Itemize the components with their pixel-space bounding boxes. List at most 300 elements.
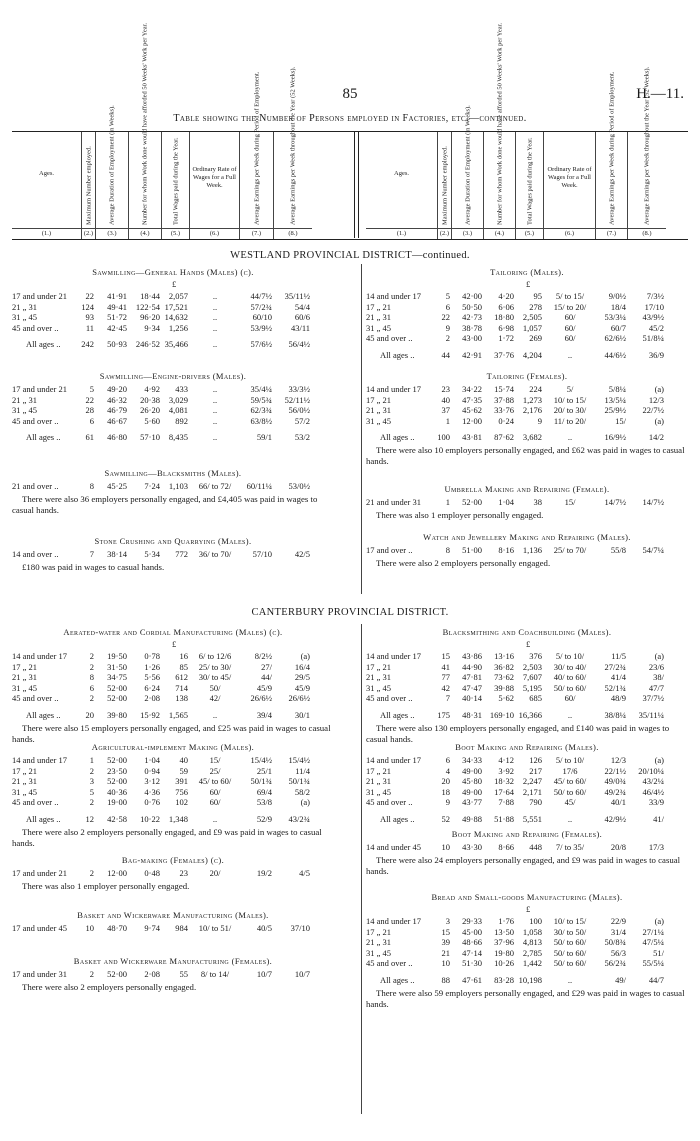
- table-cell: 1,057: [522, 322, 542, 333]
- table-cell: 9·34: [144, 322, 160, 333]
- table-cell: 47/7: [648, 682, 664, 693]
- table-cell: 15·92: [140, 710, 160, 720]
- column-number: (2.): [83, 230, 94, 237]
- table-cell: 3: [89, 776, 94, 787]
- table-cell: 1,565: [168, 710, 188, 720]
- table-cell: 59/5¾: [250, 394, 272, 405]
- table-cell: 31 „ 45: [366, 415, 392, 426]
- table-cell: 1,103: [168, 481, 188, 491]
- section-note: There were also 36 employers personally engaged, and £4,405 was paid in wages to casual hands.: [12, 493, 318, 515]
- table-cell: 9: [445, 797, 450, 808]
- table-cell: All ages ..: [380, 710, 415, 720]
- section-title: Watch and Jewellery Making and Repairing (Males).: [423, 532, 631, 542]
- table-cell: 31 „ 45: [366, 786, 392, 797]
- table-cell: 20·38: [140, 394, 160, 405]
- table-cell: 3,682: [522, 432, 542, 443]
- table-cell: 0·94: [144, 765, 160, 776]
- currency-marker: £: [526, 279, 531, 289]
- table-cell: 2,785: [522, 947, 542, 958]
- table-cell: 1,442: [522, 958, 542, 969]
- table-cell: 46·32: [107, 394, 127, 405]
- table-cell: All ages ..: [26, 710, 61, 720]
- table-cell: 21 „ 31: [366, 312, 392, 323]
- table-cell: 52: [441, 814, 450, 824]
- column-header-cell: [596, 71, 628, 239]
- table-cell: 26/6½: [250, 693, 272, 704]
- table-cell: 50/ to 60/: [553, 682, 587, 693]
- table-cell: ..: [212, 384, 218, 394]
- table-cell: 38/8¼: [604, 710, 626, 720]
- table-cell: 50/ to 60/: [553, 786, 587, 797]
- table-row: [366, 497, 688, 508]
- table-cell: 2,176: [522, 405, 542, 416]
- column-number: (4.): [129, 228, 161, 237]
- table-cell: 5: [89, 786, 94, 797]
- table-row: [12, 549, 334, 560]
- table-row: [366, 312, 688, 323]
- table-cell: 51·30: [462, 958, 482, 969]
- table-cell: 22: [85, 291, 94, 301]
- table-cell: 25/ to 30/: [198, 661, 232, 672]
- column-header-cell: [544, 132, 596, 239]
- table-cell: 1,348: [168, 814, 188, 824]
- table-cell: 10/7: [294, 969, 310, 979]
- table-cell: 49·20: [107, 384, 127, 394]
- table-cell: 22/7½: [642, 405, 664, 416]
- table-cell: 45/ to 60/: [553, 776, 587, 787]
- table-cell: 51·00: [462, 545, 482, 555]
- table-cell: (a): [654, 755, 664, 765]
- table-row: [366, 755, 688, 766]
- table-cell: 15/: [209, 755, 221, 765]
- table-cell: 40·36: [107, 786, 127, 797]
- table-cell: 44·90: [462, 661, 482, 672]
- table-cell: 169·10: [489, 710, 514, 720]
- table-cell: 4/5: [299, 868, 310, 878]
- table-cell: All ages ..: [26, 432, 61, 443]
- table-total-row: [12, 432, 334, 443]
- column-header-cell: [129, 22, 162, 239]
- table-cell: 31 „ 45: [12, 786, 38, 797]
- table-cell: 45·80: [462, 776, 482, 787]
- table-cell: 27/2¾: [604, 661, 626, 672]
- column-header-label: Average Earnings per Week throughout the Year (52 Weeks).: [289, 66, 297, 225]
- table-cell: 30/ to 40/: [553, 661, 587, 672]
- table-cell: 16,366: [518, 710, 542, 720]
- page-reference: H.—11.: [636, 86, 684, 102]
- section-note: There were also 2 employers personally engaged.: [376, 557, 551, 568]
- table-cell: 2: [445, 333, 450, 344]
- table-cell: 138: [175, 693, 188, 704]
- table-row: [366, 384, 688, 395]
- table-cell: 23/6: [648, 661, 664, 672]
- column-number: (5.): [162, 228, 189, 237]
- column-header-label: Total Wages paid during the Year.: [526, 137, 533, 225]
- table-cell: 27/1¼: [642, 926, 664, 937]
- table-cell: 88: [441, 975, 450, 985]
- table-cell: 100: [529, 916, 542, 926]
- table-row: [366, 416, 688, 427]
- table-cell: 62/3¾: [250, 405, 272, 416]
- table-cell: 20/ to 30/: [553, 405, 587, 416]
- table-cell: 14 and under 17: [366, 916, 422, 926]
- table-cell: 29/5: [294, 672, 310, 683]
- table-cell: 42/: [209, 693, 221, 704]
- table-cell: 44: [441, 350, 450, 360]
- table-cell: 37/10: [290, 923, 310, 933]
- table-cell: 45 and over ..: [366, 333, 413, 344]
- table-cell: 53/8: [256, 797, 272, 808]
- table-cell: 14 and under 17: [366, 651, 422, 661]
- table-cell: 5: [445, 291, 450, 301]
- column-header-label: Maximum Number employed.: [441, 146, 448, 225]
- table-cell: 4·12: [498, 755, 514, 765]
- table-row: [12, 969, 334, 980]
- table-total-row: [366, 432, 688, 443]
- column-number: (1.): [366, 228, 437, 237]
- section-title: Stone Crushing and Quarrying (Males).: [94, 536, 252, 546]
- table-cell: 57·10: [140, 432, 160, 443]
- table-cell: 4·92: [144, 384, 160, 394]
- column-header-cell: [96, 105, 129, 239]
- table-cell: 18/4: [610, 301, 626, 312]
- table-cell: ..: [567, 710, 573, 720]
- table-cell: 50/8¾: [604, 937, 626, 948]
- table-cell: 12/3: [648, 394, 664, 405]
- table-cell: 19/2: [256, 868, 272, 878]
- table-cell: 20: [85, 710, 94, 720]
- table-cell: 21 and under 31: [366, 497, 422, 507]
- table-cell: 45/ to 60/: [198, 776, 232, 787]
- table-row: [12, 395, 334, 406]
- section-title: Aerated-water and Cordial Manufacturing (Males) (c).: [63, 627, 283, 637]
- table-cell: 242: [81, 339, 94, 350]
- table-cell: 1·04: [144, 755, 160, 765]
- table-cell: 31 „ 45: [12, 312, 38, 323]
- table-row: [366, 842, 688, 853]
- table-cell: 7: [445, 693, 450, 704]
- table-cell: 8: [89, 481, 94, 491]
- table-cell: 217: [529, 765, 542, 776]
- table-cell: 46·79: [107, 405, 127, 416]
- table-cell: 17 „ 21: [366, 394, 392, 405]
- table-cell: 2: [89, 797, 94, 808]
- table-cell: 1: [89, 755, 94, 765]
- table-cell: 34·33: [462, 755, 482, 765]
- table-cell: 13/5¼: [604, 394, 626, 405]
- table-cell: 63/8½: [250, 415, 272, 426]
- table-total-row: [366, 710, 688, 721]
- table-cell: 3,029: [168, 394, 188, 405]
- table-row: [12, 662, 334, 673]
- table-cell: All ages ..: [380, 432, 415, 443]
- section-title: Basket and Wickerware Manufacturing (Females).: [73, 956, 273, 966]
- table-cell: 612: [175, 672, 188, 683]
- table-cell: 42·45: [107, 322, 127, 333]
- table-cell: 5/8¼: [608, 384, 626, 394]
- table-cell: 37·96: [494, 937, 514, 948]
- table-cell: 7/3½: [646, 291, 664, 301]
- table-cell: 6: [89, 682, 94, 693]
- table-cell: 9: [445, 322, 450, 333]
- table-cell: 49·00: [462, 786, 482, 797]
- table-cell: 41·91: [107, 291, 127, 301]
- column-header-label: Total Wages paid during the Year.: [172, 137, 179, 225]
- table-cell: 5/ to 10/: [555, 755, 585, 765]
- column-divider: [361, 624, 362, 1114]
- table-cell: (a): [300, 651, 310, 661]
- table-cell: 8·16: [498, 545, 514, 555]
- column-header-cell: [190, 132, 240, 239]
- table-cell: 10/ to 51/: [198, 923, 232, 933]
- table-cell: 7: [89, 549, 94, 559]
- currency-marker: £: [172, 639, 177, 649]
- table-cell: 43/2¾: [288, 814, 310, 824]
- table-cell: 23·50: [107, 765, 127, 776]
- table-cell: 6·24: [144, 682, 160, 693]
- table-cell: 50/: [209, 682, 221, 693]
- table-cell: 7·88: [498, 797, 514, 808]
- table-cell: (a): [654, 384, 664, 394]
- table-cell: 60/: [209, 786, 221, 797]
- table-cell: 1·26: [144, 661, 160, 672]
- table-cell: (a): [300, 797, 310, 808]
- section-title: Umbrella Making and Repairing (Female).: [444, 484, 610, 494]
- table-cell: 42·73: [462, 312, 482, 323]
- table-row: [12, 693, 334, 704]
- table-cell: ..: [212, 415, 218, 426]
- column-number: (8.): [274, 228, 312, 237]
- table-cell: 41/: [653, 814, 664, 824]
- table-cell: 278: [529, 301, 542, 312]
- table-cell: 20/: [209, 868, 221, 878]
- table-cell: 69/4: [256, 786, 272, 797]
- table-cell: 31 „ 45: [12, 405, 38, 416]
- section-title: Tailoring (Males).: [490, 267, 564, 277]
- table-cell: 39/4: [256, 710, 272, 720]
- section-title: Sawmilling—General Hands (Males) (c).: [92, 267, 254, 277]
- table-row: [366, 787, 688, 798]
- table-cell: 17/3: [648, 842, 664, 852]
- table-cell: 756: [175, 786, 188, 797]
- table-cell: 2,505: [522, 312, 542, 323]
- table-row: [366, 662, 688, 673]
- table-cell: 56/4½: [288, 339, 310, 350]
- table-row: [366, 937, 688, 948]
- table-cell: 30/1: [294, 710, 310, 720]
- table-cell: 46·67: [107, 415, 127, 426]
- table-cell: 2·08: [144, 969, 160, 979]
- table-cell: 15/: [564, 497, 576, 507]
- table-cell: 1: [445, 415, 450, 426]
- table-cell: 60/11¼: [246, 481, 272, 491]
- table-cell: ..: [567, 432, 573, 443]
- column-header-label: Ordinary Rate of Wages for a Full Week.: [547, 166, 592, 189]
- table-row: [12, 651, 334, 662]
- table-cell: 22/1½: [604, 765, 626, 776]
- table-cell: ..: [212, 291, 218, 301]
- table-cell: ..: [567, 814, 573, 824]
- column-header-label: Ages.: [39, 170, 54, 177]
- table-row: [12, 416, 334, 427]
- table-cell: 45 and over ..: [12, 693, 59, 704]
- table-row: [12, 481, 334, 492]
- table-cell: 43/9½: [642, 312, 664, 323]
- column-header-label: Average Duration of Employment (in Weeks).: [108, 105, 116, 225]
- column-number: (6.): [190, 228, 239, 237]
- section-title: Agricultural-implement Making (Males).: [91, 742, 255, 752]
- table-cell: 60/: [564, 312, 576, 323]
- table-cell: 31 „ 45: [366, 682, 392, 693]
- table-cell: 28: [85, 405, 94, 416]
- table-cell: 39: [441, 937, 450, 948]
- table-cell: 17 and under 21: [12, 384, 68, 394]
- table-cell: 50·50: [462, 301, 482, 312]
- table-row: [12, 766, 334, 777]
- table-cell: 1: [445, 497, 450, 507]
- table-cell: 45 and over ..: [12, 797, 59, 808]
- table-cell: 8,435: [168, 432, 188, 443]
- table-cell: 15: [441, 651, 450, 661]
- table-cell: ..: [567, 975, 573, 985]
- table-row: [366, 395, 688, 406]
- column-header-cell: [484, 22, 516, 239]
- table-cell: 433: [175, 384, 188, 394]
- table-row: [366, 651, 688, 662]
- section-title: Blacksmithing and Coachbuilding (Males).: [442, 627, 612, 637]
- table-row: [366, 948, 688, 959]
- table-cell: 21 „ 31: [366, 405, 392, 416]
- table-cell: 4·36: [144, 786, 160, 797]
- column-header-cell: [516, 132, 544, 239]
- table-cell: (a): [654, 916, 664, 926]
- table-cell: 49·00: [462, 765, 482, 776]
- table-cell: 52·00: [107, 755, 127, 765]
- table-cell: 34·75: [107, 672, 127, 683]
- table-cell: 60/6: [294, 312, 310, 323]
- table-cell: 60/: [209, 797, 221, 808]
- table-cell: ..: [212, 710, 218, 720]
- column-number: (7.): [240, 228, 273, 237]
- table-cell: 33/9: [648, 797, 664, 808]
- column-header-label: Average Earnings per Week throughout the Year (52 Weeks).: [643, 66, 651, 225]
- table-cell: 30/ to 50/: [553, 926, 587, 937]
- table-cell: 5·56: [144, 672, 160, 683]
- table-cell: 0·78: [144, 651, 160, 661]
- table-cell: 246·52: [135, 339, 160, 350]
- table-row: [366, 776, 688, 787]
- table-cell: 19·80: [494, 947, 514, 958]
- district-heading-westland: WESTLAND PROVINCIAL DISTRICT—continued.: [230, 250, 470, 261]
- table-cell: 77: [441, 672, 450, 683]
- table-cell: 45 and over ..: [12, 322, 59, 333]
- table-row: [12, 672, 334, 683]
- table-cell: 10: [441, 958, 450, 969]
- table-cell: 17 „ 21: [12, 661, 38, 672]
- table-cell: 175: [437, 710, 450, 720]
- table-cell: 37: [441, 405, 450, 416]
- table-cell: 11/ to 20/: [553, 415, 587, 426]
- column-header-label: Maximum Number employed.: [85, 146, 92, 225]
- table-cell: 448: [529, 842, 542, 852]
- table-cell: 4: [445, 765, 450, 776]
- column-header-cell: [366, 132, 438, 239]
- table-cell: 17 „ 21: [366, 661, 392, 672]
- table-cell: 43/2¼: [642, 776, 664, 787]
- table-cell: 49/: [615, 975, 626, 985]
- table-cell: 8: [445, 545, 450, 555]
- table-cell: 45 and over ..: [366, 958, 413, 969]
- table-cell: 42: [441, 682, 450, 693]
- table-cell: 122·54: [135, 301, 160, 312]
- table-cell: 14/2: [648, 432, 664, 443]
- section-note: £180 was paid in wages to casual hands.: [22, 561, 165, 572]
- table-cell: 17 and over ..: [366, 545, 413, 555]
- table-cell: 3·12: [144, 776, 160, 787]
- table-cell: 14/7½: [642, 497, 664, 507]
- table-cell: 40/1: [610, 797, 626, 808]
- table-cell: 14 and under 45: [366, 842, 422, 852]
- table-cell: 39·88: [494, 682, 514, 693]
- table-cell: 1·72: [498, 333, 514, 344]
- table-cell: 45/2: [648, 322, 664, 333]
- table-cell: 53/9½: [250, 322, 272, 333]
- table-cell: 8/ to 14/: [200, 969, 230, 979]
- table-cell: 17/6: [562, 765, 578, 776]
- column-number: (2.): [439, 230, 450, 237]
- table-cell: 36/9: [648, 350, 664, 360]
- table-cell: 46·80: [107, 432, 127, 443]
- table-cell: 21 „ 31: [12, 301, 38, 312]
- table-cell: 49/2¾: [604, 786, 626, 797]
- table-row: [366, 916, 688, 927]
- table-cell: 9·74: [144, 923, 160, 933]
- table-cell: 391: [175, 776, 188, 787]
- table-cell: 59/1: [256, 432, 272, 443]
- table-cell: 14 and over ..: [12, 549, 59, 559]
- table-cell: 31 „ 45: [366, 947, 392, 958]
- table-cell: 2: [89, 661, 94, 672]
- table-cell: 4·20: [498, 291, 514, 301]
- column-divider: [361, 264, 362, 594]
- table-cell: 17 „ 21: [366, 926, 392, 937]
- table-cell: 14 and under 17: [12, 651, 68, 661]
- table-cell: 3·92: [498, 765, 514, 776]
- section-note: There were also 2 employers personally engaged.: [22, 981, 197, 992]
- table-cell: 53/0½: [288, 481, 310, 491]
- table-cell: 17 „ 21: [366, 301, 392, 312]
- table-cell: 42·91: [462, 350, 482, 360]
- table-cell: 52·00: [107, 969, 127, 979]
- table-cell: 3: [445, 916, 450, 926]
- table-cell: 18·44: [140, 291, 160, 301]
- table-cell: 44/6½: [604, 350, 626, 360]
- table-cell: 2: [89, 693, 94, 704]
- table-title: Table showing the Number of Persons employed in Factories, etc.—continued.: [173, 113, 527, 124]
- table-cell: 38·78: [462, 322, 482, 333]
- table-cell: 50/ to 60/: [553, 937, 587, 948]
- table-cell: 42·00: [462, 291, 482, 301]
- column-header-cell: [82, 132, 96, 239]
- column-header-label: Average Duration of Employment (in Weeks).: [464, 105, 471, 225]
- table-row: [12, 683, 334, 694]
- table-cell: 10·26: [494, 958, 514, 969]
- table-cell: 6/ to 12/6: [198, 651, 232, 661]
- table-cell: 50/1¾: [250, 776, 272, 787]
- table-row: [366, 766, 688, 777]
- table-row: [366, 958, 688, 969]
- table-row: [366, 291, 688, 302]
